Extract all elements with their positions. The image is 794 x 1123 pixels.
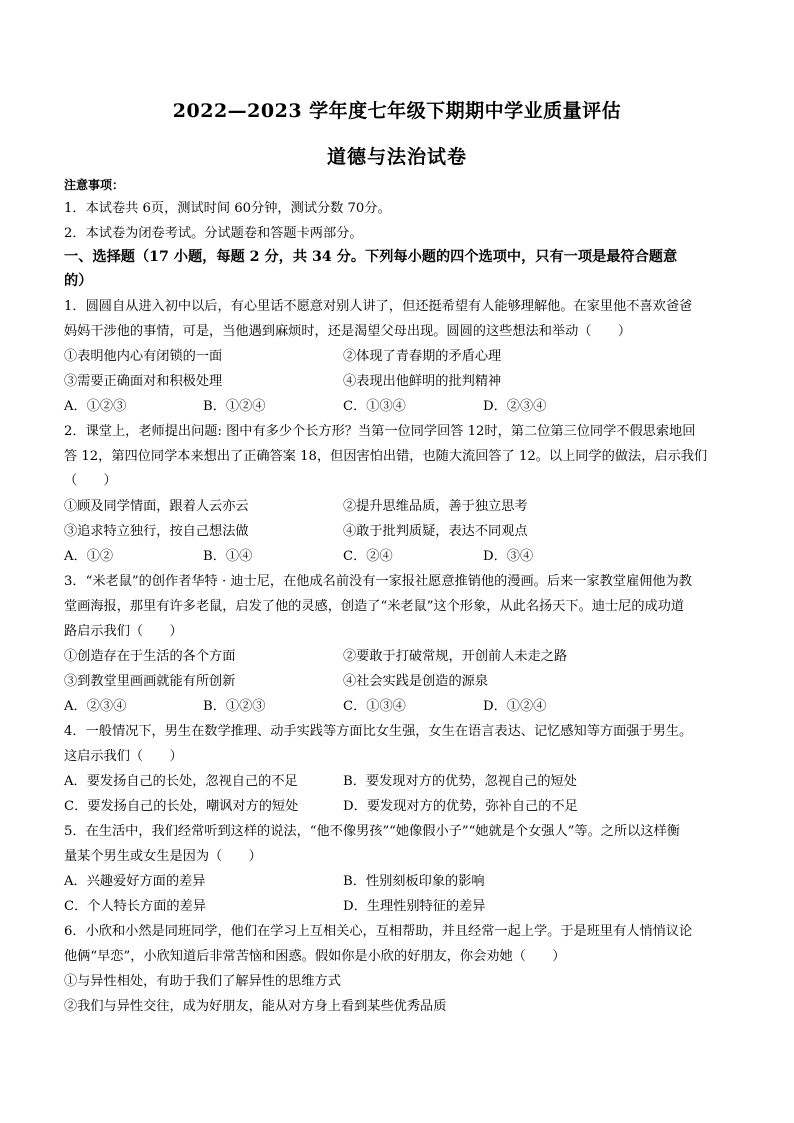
question-2-option-a[interactable]: A．①② bbox=[64, 549, 114, 564]
question-2-statement: ②提升思维品质，善于独立思考 bbox=[343, 499, 528, 514]
question-1-stem: 妈妈干涉他的事情，可是，当他遇到麻烦时，还是渴望父母出现。圆圆的这些想法和举动（ ） bbox=[64, 324, 632, 339]
question-3-stem: 3．“米老鼠”的创作者华特 · 迪士尼，在他成名前没有一家报社愿意推销他的漫画。后来一家教堂雇佣他为教 bbox=[64, 574, 692, 589]
question-1-option-a[interactable]: A．①②③ bbox=[64, 399, 127, 414]
question-2-stem: 答 12，第四位同学本来想出了正确答案 18，但因害怕出错，也随大流回答了 12。以上同学的做法，启示我们 bbox=[64, 449, 708, 464]
question-3-statement: ③到教堂里画画就能有所创新 bbox=[64, 674, 236, 689]
question-4-stem: 4．一般情况下，男生在数学推理、动手实践等方面比女生强，女生在语言表达、记忆感知等方面强于男生。 bbox=[64, 724, 693, 739]
question-3-option-a[interactable]: A．②③④ bbox=[64, 699, 127, 714]
question-3-statement: ④社会实践是创造的源泉 bbox=[343, 674, 489, 689]
question-6-stem: 他俩“早恋”，小欣知道后非常苦恼和困惑。假如你是小欣的好朋友，你会劝她（ ） bbox=[64, 949, 566, 964]
exam-title: 2022—2023 学年度七年级下期期中学业质量评估 bbox=[172, 100, 622, 122]
question-6-statement: ①与异性相处，有助于我们了解异性的思维方式 bbox=[64, 974, 341, 989]
question-1-statement: ②体现了青春期的矛盾心理 bbox=[343, 349, 502, 364]
question-2-option-c[interactable]: C．②④ bbox=[343, 549, 393, 564]
notice-heading: 注意事项： bbox=[64, 178, 125, 192]
question-1-option-c[interactable]: C．①③④ bbox=[343, 399, 406, 414]
notice-item: 2．本试卷为闭卷考试。分试题卷和答题卡两部分。 bbox=[64, 226, 363, 241]
question-6-stem: 6．小欣和小然是同班同学，他们在学习上互相关心，互相帮助，并且经常一起上学。于是班里有人悄悄议论 bbox=[64, 924, 693, 939]
question-1-stem: 1．圆圆自从进入初中以后，有心里话不愿意对别人讲了，但还挺希望有人能够理解他。在家里他不喜欢爸爸 bbox=[64, 299, 693, 314]
question-2-statement: ①顾及同学情面，跟着人云亦云 bbox=[64, 499, 249, 514]
question-3-option-c[interactable]: C．①③④ bbox=[343, 699, 406, 714]
notice-item: 1．本试卷共 6页，测试时间 60分钟，测试分数 70分。 bbox=[64, 201, 391, 216]
question-1-statement: ③需要正确面对和积极处理 bbox=[64, 374, 223, 389]
exam-subtitle: 道德与法治试卷 bbox=[326, 146, 467, 168]
question-3-statement: ①创造存在于生活的各个方面 bbox=[64, 649, 236, 664]
question-4-option-b[interactable]: B．要发现对方的优势，忽视自己的短处 bbox=[343, 774, 577, 789]
question-4-stem: 这启示我们（ ） bbox=[64, 749, 183, 764]
question-3-statement: ②要敢于打破常规，开创前人未走之路 bbox=[343, 649, 568, 664]
question-2-statement: ③追求特立独行，按自己想法做 bbox=[64, 524, 249, 539]
question-5-option-a[interactable]: A．兴趣爱好方面的差异 bbox=[64, 874, 206, 889]
question-5-option-b[interactable]: B．性别刻板印象的影响 bbox=[343, 874, 485, 889]
question-4-option-d[interactable]: D．要发现对方的优势，弥补自己的不足 bbox=[343, 799, 578, 814]
question-2-statement: ④敢于批判质疑，表达不同观点 bbox=[343, 524, 528, 539]
question-5-option-d[interactable]: D．生理性别特征的差异 bbox=[343, 899, 486, 914]
question-2-stem: （ ） bbox=[64, 473, 117, 488]
question-1-statement: ④表现出他鲜明的批判精神 bbox=[343, 374, 502, 389]
question-5-stem: 量某个男生或女生是因为（ ） bbox=[64, 849, 262, 864]
question-6-statement: ②我们与异性交往，成为好朋友，能从对方身上看到某些优秀品质 bbox=[64, 999, 447, 1014]
question-4-option-a[interactable]: A．要发扬自己的长处，忽视自己的不足 bbox=[64, 774, 298, 789]
question-1-statement: ①表明他内心有闭锁的一面 bbox=[64, 349, 223, 364]
question-5-option-c[interactable]: C．个人特长方面的差异 bbox=[64, 899, 206, 914]
question-2-option-b[interactable]: B．①④ bbox=[203, 549, 253, 564]
question-1-option-b[interactable]: B．①②④ bbox=[203, 399, 266, 414]
question-3-option-d[interactable]: D．①②④ bbox=[483, 699, 547, 714]
question-2-option-d[interactable]: D．③④ bbox=[483, 549, 534, 564]
question-5-stem: 5．在生活中，我们经常听到这样的说法，“他不像男孩”“她像假小子”“她就是个女强人”等。之所以这样衡 bbox=[64, 824, 680, 839]
section-heading-cont: 的） bbox=[64, 273, 93, 289]
question-3-stem: 路启示我们（ ） bbox=[64, 624, 183, 639]
section-heading: 一、选择题（17 小题，每题 2 分，共 34 分。下列每小题的四个选项中，只有一项是最符合题意 bbox=[64, 249, 678, 265]
question-1-option-d[interactable]: D．②③④ bbox=[483, 399, 547, 414]
question-2-stem: 2．课堂上，老师提出问题: 图中有多少个长方形？当第一位同学回答 12时，第二位第三位同学不假思索地回 bbox=[64, 424, 696, 439]
question-3-option-b[interactable]: B．①②③ bbox=[203, 699, 266, 714]
question-3-stem: 堂画海报，那里有许多老鼠，启发了他的灵感，创造了“米老鼠”这个形象，从此名扬天下。迪士尼的成功道 bbox=[64, 599, 685, 614]
question-4-option-c[interactable]: C．要发扬自己的长处，嘲讽对方的短处 bbox=[64, 799, 299, 814]
